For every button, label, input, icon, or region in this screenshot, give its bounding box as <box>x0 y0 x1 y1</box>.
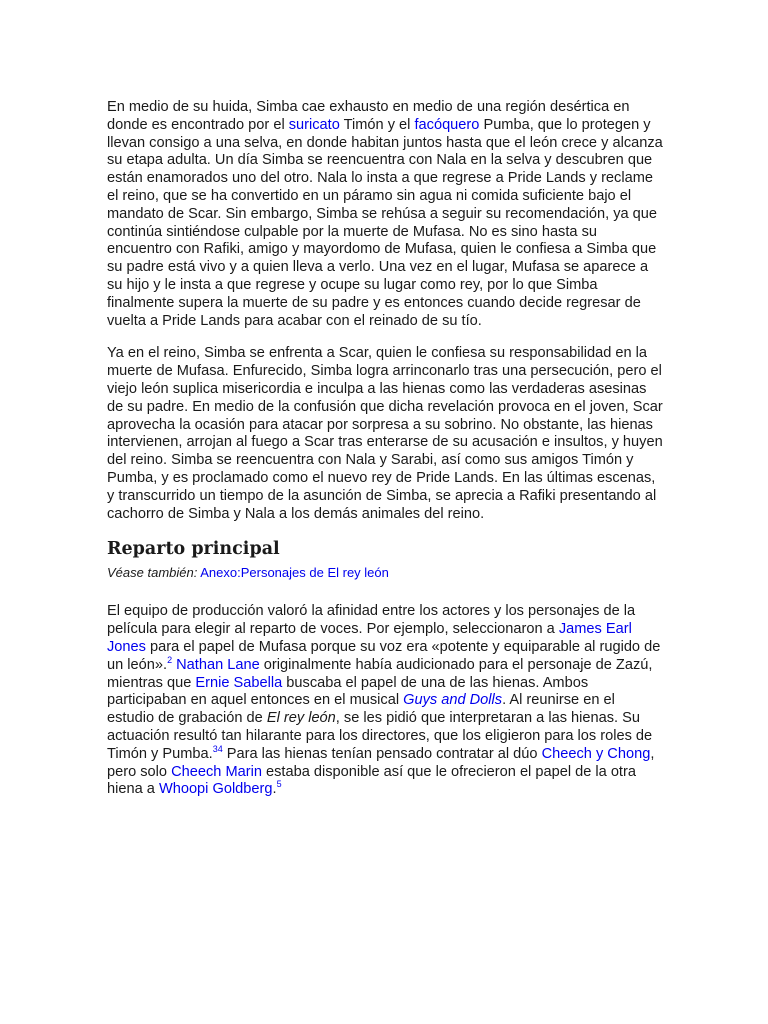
see-also-note <box>107 564 663 581</box>
text: Para las hienas tenían pensado contratar al dúo <box>222 745 542 762</box>
text: estaba disponible así que le ofrecieron el papel de la otra hiena a <box>107 763 636 798</box>
text: Pumba, que lo protegen y llevan consigo a una selva, en donde habitan juntos hasta que el león crece y alcanza su etapa adulta. Un día Simba se reencuentra con Nala en la selva y descubren que están enamorados uno del otro. Nala lo insta a que regrese a Pride Lands y reclame el reino, que se ha convertido en un páramo sin agua ni comida suficiente bajo el mandato de Scar. Sin embargo, Simba se rehúsa a seguir su recomendación, ya que continúa sintiéndose culpable por la muerte de Mufasa. No es sino hasta su encuentro con Rafiki, amigo y mayordomo de Mufasa, quien le confiesa a Simba que su padre está vivo y a quien lleva a verlo. Una vez en el lugar, Mufasa se aparece a su hijo y le insta a que regrese y ocupe su lugar como rey, por lo que Simba finalmente supera la muerte de su padre y es entonces cuando decide regresar de vuelta a Pride Lands para acabar con el reinado de su tío. <box>107 116 663 329</box>
link-text: Guys and Dolls <box>403 692 503 709</box>
film-title: El rey león <box>266 710 336 727</box>
link-cheech-marin[interactable]: Cheech Marin <box>171 763 262 780</box>
link-james-earl-jones[interactable]: James Earl Jones <box>107 621 632 655</box>
link-whoopi-goldberg[interactable]: Whoopi Goldberg <box>158 781 273 798</box>
link-anexo-personajes[interactable]: Anexo:Personajes de El rey león <box>200 565 389 581</box>
plot-paragraph-2: Ya en el reino, Simba se enfrenta a Scar, quien le confiesa su responsabilidad en la muerte de Mufasa. Enfurecido, Simba logra arrinconarlo tras una persecución, pero el viejo león suplica misericordia e inculpa a las hienas como las verdaderas asesinas de su padre. En medio de la confusión que dicha revelación provoca en el joven, Scar aprovecha la ocasión para atacar por sorpresa a su sobrino. No obstante, las hienas intervienen, arrojan al fuego a Scar tras enterarse de su acusación e insultos, y huyen del reino. Simba se reencuentra con Nala y Sarabi, así como sus amigos Timón y Pumba, y es proclamado como el nuevo rey de Pride Lands. En las últimas escenas, y transcurrido un tiempo de la asunción de Simba, se aprecia a Rafiki presentando al cachorro de Simba y Nala a los demás animales del reino. <box>107 345 663 522</box>
text: originalmente había audicionado para el personaje de Zazú, mientras que <box>107 656 653 691</box>
link-facoquero[interactable]: facóquero <box>414 116 480 133</box>
text: . <box>272 781 277 798</box>
article-body <box>107 99 663 814</box>
link-cheech-y-chong[interactable]: Cheech y Chong <box>541 745 651 762</box>
link-guys-and-dolls[interactable] <box>403 692 502 708</box>
plot-paragraph-1 <box>107 99 663 330</box>
reference-34[interactable]: 34 <box>212 743 223 754</box>
text: , pero solo <box>107 745 655 780</box>
cast-paragraph <box>107 603 663 799</box>
reference-5[interactable]: 5 <box>276 779 282 790</box>
text: En medio de su huida, Simba cae exhausto en medio de una región desértica en donde es encontrado por el <box>107 99 630 133</box>
text: El equipo de producción valoró la afinidad entre los actores y los personajes de la película para elegir al reparto de voces. Por ejemplo, seleccionaron a <box>107 603 636 638</box>
text: , se les pidió que interpretaran a las hienas. Su actuación resultó tan hilarante para los directores, que los eligieron para los roles de Timón y Pumba. <box>107 710 653 762</box>
text: Timón y el <box>339 116 415 133</box>
section-heading: Reparto principal <box>107 539 280 560</box>
link-nathan-lane[interactable]: Nathan Lane <box>176 656 260 673</box>
text: para el papel de Mufasa porque su voz era «potente y equiparable al rugido de un león». <box>107 638 661 673</box>
link-ernie-sabella[interactable]: Ernie Sabella <box>195 674 283 691</box>
see-also-label: Véase también: <box>107 565 198 581</box>
text: . Al reunirse en el estudio de grabación de <box>107 692 615 727</box>
reference-2[interactable]: 2 <box>167 654 173 665</box>
link-suricato[interactable]: suricato <box>288 116 340 133</box>
text: buscaba el papel de una de las hienas. Ambos participaban en aquel entonces en el musical <box>107 674 589 709</box>
